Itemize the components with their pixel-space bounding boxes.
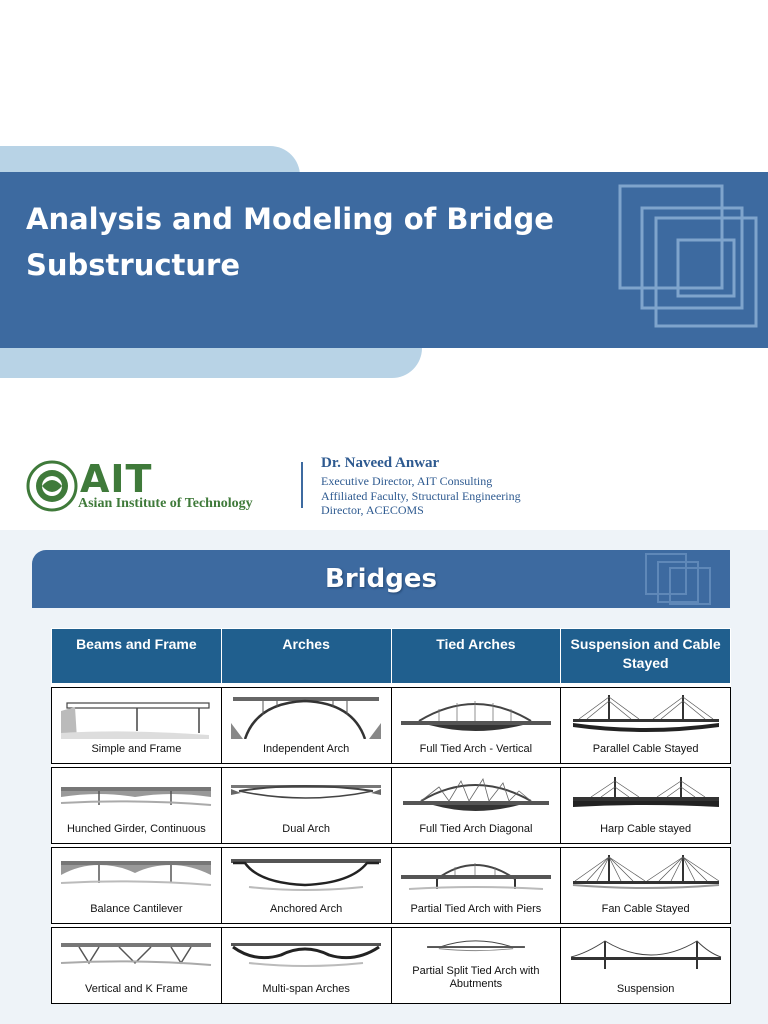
author-role-2: Affiliated Faculty, Structural Engineering — [321, 489, 521, 503]
table-cell — [221, 928, 391, 1004]
table-row — [52, 768, 731, 844]
author-role-1: Executive Director, AIT Consulting — [321, 474, 493, 488]
bridge-type-label: Dual Arch — [282, 823, 330, 835]
bridge-type-label: Balance Cantilever — [90, 903, 183, 915]
table-cell — [561, 928, 731, 1004]
table-cell — [391, 928, 561, 1004]
author-divider — [301, 462, 303, 508]
table-row — [52, 688, 731, 764]
hunched-girder-icon — [59, 773, 213, 819]
fan-cable-stayed-icon — [569, 853, 723, 899]
bridge-type-label: Suspension — [616, 983, 675, 995]
simple-frame-bridge-icon — [59, 693, 213, 739]
ait-seal-icon — [26, 460, 78, 512]
bridge-types-table — [51, 628, 731, 1004]
table-cell — [221, 768, 391, 844]
multi-span-arches-icon — [229, 933, 383, 979]
balance-cantilever-icon — [59, 853, 213, 899]
bridges-title: Bridges — [325, 564, 437, 594]
bridge-type-label: Fan Cable Stayed — [601, 903, 690, 915]
dual-arch-icon — [229, 773, 383, 819]
bridge-type-label: Partial Tied Arch with Piers — [410, 903, 542, 915]
table-cell — [52, 928, 222, 1004]
table-cell — [52, 688, 222, 764]
suspension-bridge-icon — [569, 933, 723, 979]
table-cell — [52, 848, 222, 924]
author-name: Dr. Naveed Anwar — [321, 455, 440, 471]
bridge-type-label: Hunched Girder, Continuous — [66, 823, 206, 835]
parallel-cable-stayed-icon — [569, 693, 723, 739]
bridge-type-label: Simple and Frame — [91, 743, 182, 755]
table-cell — [561, 768, 731, 844]
table-cell — [221, 848, 391, 924]
table-cell — [391, 688, 561, 764]
table-row — [52, 848, 731, 924]
vertical-k-frame-icon — [59, 933, 213, 979]
table-cell — [561, 688, 731, 764]
bridge-type-label: Multi-span Arches — [262, 983, 350, 995]
column-header: Arches — [221, 629, 391, 684]
table-cell — [391, 768, 561, 844]
bridge-type-label: Partial Split Tied Arch with Abutments — [412, 965, 540, 990]
squares-motif-icon — [612, 178, 762, 332]
bridge-type-label: Full Tied Arch - Vertical — [419, 743, 533, 755]
bridge-type-label: Independent Arch — [263, 743, 350, 755]
partial-split-tied-arch-icon — [399, 933, 553, 963]
anchored-arch-icon — [229, 853, 383, 899]
author-role-3: Director, ACECOMS — [321, 503, 424, 517]
harp-cable-stayed-icon — [569, 773, 723, 819]
column-header: Suspension and Cable Stayed — [561, 629, 731, 684]
ait-logo-abbr: AIT — [80, 457, 153, 501]
bridge-type-label: Full Tied Arch Diagonal — [419, 823, 533, 835]
column-header: Tied Arches — [391, 629, 561, 684]
table-header-row — [52, 629, 731, 684]
bridge-type-label: Harp Cable stayed — [600, 823, 692, 835]
table-cell — [561, 848, 731, 924]
full-tied-arch-vertical-icon — [399, 693, 553, 739]
bridge-type-label: Vertical and K Frame — [85, 983, 188, 995]
independent-arch-icon — [229, 693, 383, 739]
bridge-type-label: Anchored Arch — [270, 903, 343, 915]
table-cell — [391, 848, 561, 924]
slide-title: Analysis and Modeling of Bridge Substructure — [26, 202, 554, 282]
ait-logo-name: Asian Institute of Technology — [78, 496, 253, 511]
bridge-type-label: Parallel Cable Stayed — [592, 743, 699, 755]
table-cell — [52, 768, 222, 844]
table-row — [52, 928, 731, 1004]
partial-tied-arch-piers-icon — [399, 853, 553, 899]
table-cell — [221, 688, 391, 764]
title-banner-tab-bottom — [0, 348, 422, 378]
full-tied-arch-diagonal-icon — [399, 773, 553, 819]
column-header: Beams and Frame — [52, 629, 222, 684]
